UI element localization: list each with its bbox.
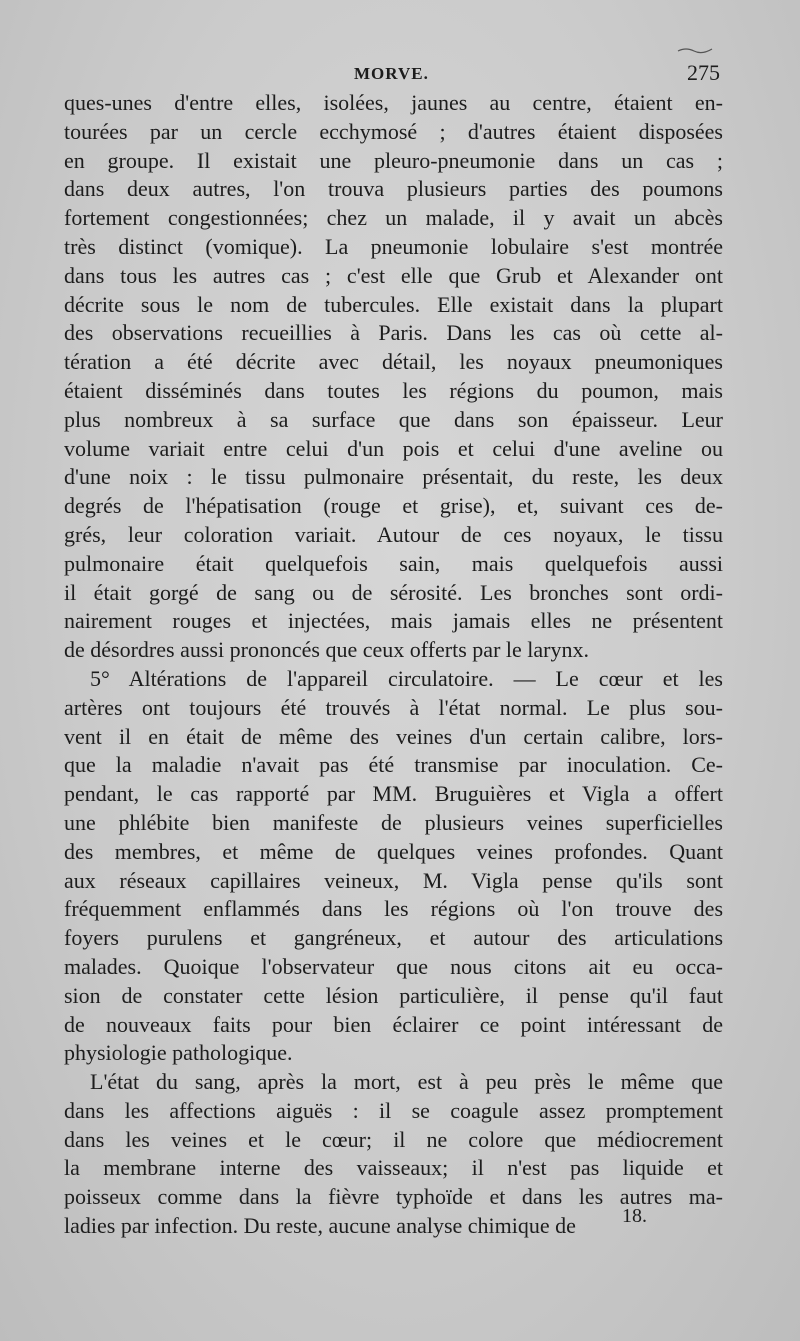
text-line: fortement congestionnées; chez un malade, il y avait un abcès	[64, 205, 723, 231]
text-line: la membrane interne des vaisseaux; il n'est pas liquide et	[64, 1155, 723, 1181]
text-line: dans les veines et le cœur; il ne colore que médiocrement	[64, 1126, 723, 1152]
text-line: vent il en était de même des veines d'un certain calibre, lors-	[64, 723, 723, 749]
text-line: ques-unes d'entre elles, isolées, jaunes au centre, étaient en-	[64, 90, 723, 115]
text-line: foyers purulens et gangréneux, et autour des articulations	[64, 925, 723, 951]
text-line: malades. Quoique l'observateur que nous citons ait eu occa-	[64, 953, 723, 979]
text-line: de nouveaux faits pour bien éclairer ce point intéressant de	[64, 1011, 723, 1037]
text-line: volume variait entre celui d'un pois et celui d'une aveline ou	[64, 435, 723, 461]
text-line: tération a été décrite avec détail, les noyaux pneumoniques	[64, 349, 723, 375]
text-line: pendant, le cas rapporté par MM. Bruguières et Vigla a offert	[64, 781, 723, 807]
running-title: MORVE.	[354, 64, 429, 83]
text-line: 5° Altérations de l'appareil circulatoire. — Le cœur et les	[90, 665, 723, 691]
text-line: une phlébite bien manifeste de plusieurs veines superficielles	[64, 809, 723, 835]
text-line: fréquemment enflammés dans les régions où l'on trouve des	[64, 896, 723, 922]
text-line: L'état du sang, après la mort, est à peu près le même que	[90, 1069, 723, 1095]
text-line: en groupe. Il existait une pleuro-pneumonie dans un cas ;	[64, 147, 723, 173]
text-line: dans tous les autres cas ; c'est elle que Grub et Alexander ont	[64, 262, 723, 288]
text-line: que la maladie n'avait pas été transmise par inoculation. Ce-	[64, 752, 723, 778]
text-line: des observations recueillies à Paris. Dans les cas où cette al-	[64, 320, 723, 346]
text-line: il était gorgé de sang ou de sérosité. Les bronches sont ordi-	[64, 579, 723, 605]
text-line: aux réseaux capillaires veineux, M. Vigla pense qu'ils sont	[64, 867, 723, 893]
text-line: artères ont toujours été trouvés à l'état normal. Le plus sou-	[64, 694, 723, 720]
signature-mark: 18.	[622, 1205, 647, 1227]
text-line: tourées par un cercle ecchymosé ; d'autres étaient disposées	[64, 118, 723, 144]
paper-blemish	[676, 40, 716, 50]
text-line: physiologie pathologique.	[64, 1040, 293, 1066]
text-line: de désordres aussi prononcés que ceux offerts par le larynx.	[64, 637, 589, 663]
text-line: degrés de l'hépatisation (rouge et grise), et, suivant ces de-	[64, 493, 723, 519]
text-line: sion de constater cette lésion particulière, il pense qu'il faut	[64, 982, 723, 1008]
pen-mark-icon	[676, 45, 716, 55]
text-line: d'une noix : le tissu pulmonaire présentait, du reste, les deux	[64, 464, 723, 490]
text-line: dans les affections aiguës : il se coagule assez promptement	[64, 1097, 723, 1123]
text-line: grés, leur coloration variait. Autour de ces noyaux, le tissu	[64, 521, 723, 547]
text-line: plus nombreux à sa surface que dans son épaisseur. Leur	[64, 406, 723, 432]
text-line: poisseux comme dans la fièvre typhoïde et dans les autres ma-	[64, 1184, 723, 1210]
text-line: des membres, et même de quelques veines profondes. Quant	[64, 838, 723, 864]
text-line: très distinct (vomique). La pneumonie lobulaire s'est montrée	[64, 233, 723, 259]
text-body	[64, 89, 723, 1241]
text-line: ladies par infection. Du reste, aucune analyse chimique de	[64, 1213, 576, 1239]
page-header	[64, 60, 720, 90]
text-line: dans deux autres, l'on trouva plusieurs parties des poumons	[64, 176, 723, 202]
text-line: pulmonaire était quelquefois sain, mais quelquefois aussi	[64, 550, 723, 576]
page-number: 275	[687, 60, 720, 85]
text-line: décrite sous le nom de tubercules. Elle existait dans la plupart	[64, 291, 723, 317]
text-line: nairement rouges et injectées, mais jamais elles ne présentent	[64, 608, 723, 634]
text-line: étaient disséminés dans toutes les régions du poumon, mais	[64, 377, 723, 403]
